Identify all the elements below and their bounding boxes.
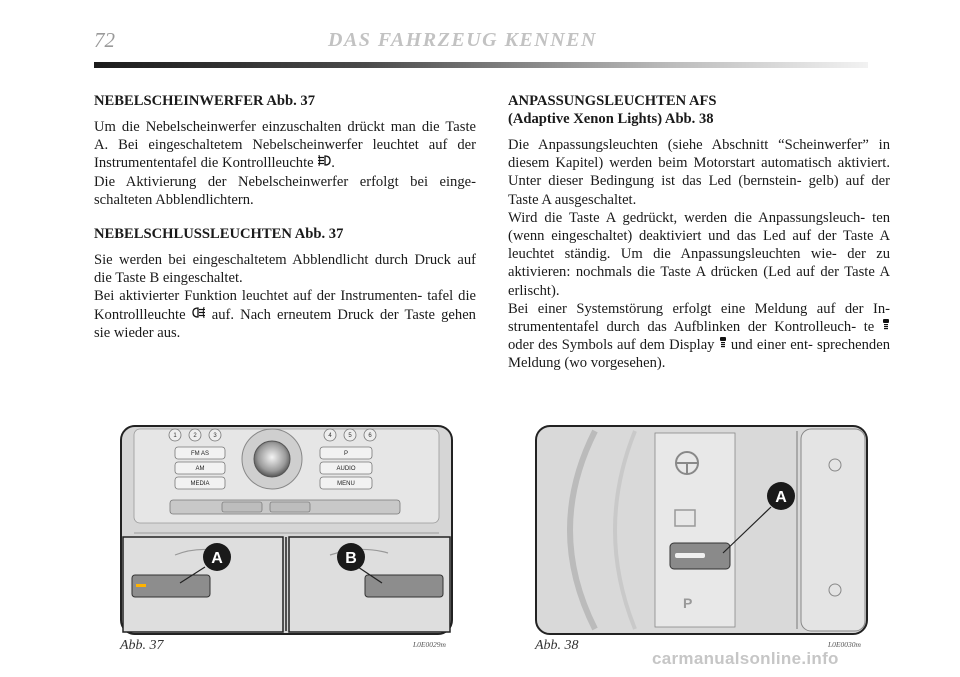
paragraph-fog-lights <box>94 118 476 209</box>
rear-fog-light-icon <box>192 306 206 322</box>
radio-label-media: MEDIA <box>190 481 210 487</box>
watermark: carmanualsonline.info <box>652 649 839 668</box>
radio-label-am: AM <box>195 466 205 472</box>
rear-fog-text-a: Sie werden bei eingeschaltetem Abblendlicht durch Druck auf die Taste B eingeschaltet. <box>94 252 476 287</box>
afs-text-a: Bei einer Systemstörung erfolgt eine Meldung auf der In- strumententafel durch das Aufblinken der Kontrolleuch- te <box>508 300 890 336</box>
heading-afs <box>508 92 890 128</box>
label-p: P <box>683 595 693 611</box>
paragraph-afs-2: Wird die Taste A gedrückt, werden die Anpassungsleuch- ten (wenn eingeschaltet) deaktiviert und das Led auf der Taste A leuchtet ständig. Um die Anpassungsleuchten wie- der zu aktivieren: nochmals die Taste A drücken (Led auf der Taste A erlischt). <box>508 209 890 299</box>
rear-fog-text-c: auf. Nach erneutem Druck der Taste gehen sie wieder aus. <box>94 306 476 341</box>
radio-label-p: P <box>343 451 349 457</box>
radio-label-1: 1 <box>173 433 177 439</box>
figure-38-code: L0E0030m <box>828 640 861 649</box>
radio-label-audio: AUDIO <box>336 466 356 472</box>
fog-lights-text-b: . <box>331 155 335 172</box>
radio-label-4: 4 <box>328 433 332 439</box>
fog-lights-text-c: Die Aktivierung der Nebelscheinwerfer erfolgt bei einge- schalteten Abblendlichtern. <box>94 173 476 208</box>
heading-fog-lights: NEBELSCHEINWERFER Abb. 37 <box>94 93 315 109</box>
radio-label-3: 3 <box>213 433 217 439</box>
front-fog-light-icon <box>317 154 331 170</box>
radio-label-2: 2 <box>193 433 197 439</box>
heading-afs-line2: (Adaptive Xenon Lights) Abb. 38 <box>508 111 714 127</box>
radio-label-5: 5 <box>348 433 352 439</box>
figure-37 <box>120 425 453 635</box>
callout-a-38: A <box>775 489 787 506</box>
right-column <box>508 92 890 389</box>
paragraph-rear-fog-lights <box>94 251 476 342</box>
fog-lights-text-a: Um die Nebelscheinwerfer einzuschalten drückt man die Taste A. Bei eingeschaltetem Nebelscheinwerfer leuchtet auf der Instrumententafel die Kontrollleuchte <box>94 119 476 172</box>
paragraph-afs-1: Die Anpassungsleuchten (siehe Abschnitt “Scheinwerfer” in diesem Kapitel) werden beim Motorstart automatisch aktiviert. Unter dieser Bedingung ist das Led (bernstein- gelb) auf der Taste A ausgeschaltet. <box>508 137 890 208</box>
heading-afs-line1: ANPASSUNGSLEUCHTEN AFS <box>508 93 717 109</box>
callout-b: B <box>345 550 357 567</box>
header-rule <box>94 62 868 68</box>
figure-38-caption: Abb. 38 <box>535 638 579 653</box>
figure-38 <box>535 425 868 635</box>
section-title: DAS FAHRZEUG KENNEN <box>328 29 597 51</box>
afs-warning-icon <box>882 318 890 334</box>
radio-label-6: 6 <box>368 433 372 439</box>
figure-37-code: L0E0029m <box>413 640 446 649</box>
paragraph-afs-3 <box>508 300 890 373</box>
afs-text-b: oder des Symbols auf dem Display <box>508 337 715 354</box>
figure-37-caption: Abb. 37 <box>120 638 164 653</box>
page-number: 72 <box>94 28 115 52</box>
left-column <box>94 92 476 358</box>
afs-text-c: und einer ent- sprechenden Meldung (wo vorgesehen). <box>508 337 890 372</box>
rear-fog-text-b: Bei aktivierter Funktion leuchtet auf der Instrumenten- tafel die Kontrollleuchte <box>94 288 476 323</box>
radio-label-menu: MENU <box>337 481 355 487</box>
heading-rear-fog-lights: NEBELSCHLUSSLEUCHTEN Abb. 37 <box>94 226 344 243</box>
afs-display-icon <box>719 336 727 352</box>
radio-label-fm: FM AS <box>190 451 210 457</box>
callout-a: A <box>211 550 223 567</box>
